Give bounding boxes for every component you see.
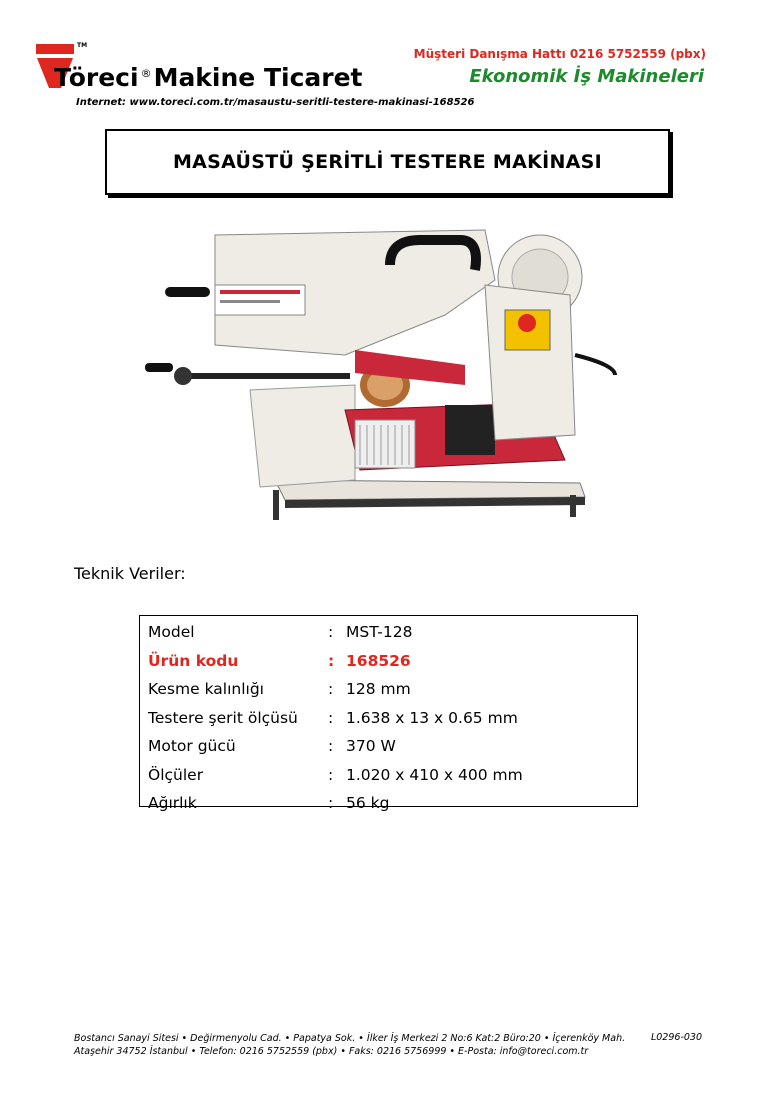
spec-row-dimensions [140,761,637,790]
spec-row-model [140,618,637,647]
spec-key: Kesme kalınlığı [148,680,264,699]
spec-separator: : [328,737,334,756]
company-slogan: Ekonomik İş Makineleri [469,66,704,87]
spec-value: 56 kg [346,794,390,813]
spec-key: Ölçüler [148,765,204,784]
company-name [54,63,363,92]
document-title-box [105,129,670,195]
registered-mark: ® [140,67,152,80]
spec-value: 1.020 x 410 x 400 mm [346,765,523,784]
spec-row-product-code [140,647,637,676]
document-code: L0296-030 [650,1032,702,1043]
footer-line-1: Bostancı Sanayi Sitesi • Değirmenyolu Cad. • Papatya Sok. • İlker İş Merkezi 2 No:6 Kat:2 Büro:20 • İçerenköy Mah. [74,1033,626,1044]
spec-key: Ağırlık [148,794,197,813]
spec-row-cutting-thickness [140,675,637,704]
spec-row-weight [140,789,637,818]
spec-value: 168526 [346,651,411,670]
spec-separator: : [328,708,334,727]
spec-separator: : [328,765,334,784]
specs-table [139,615,638,813]
brand-name: Töreci [54,63,139,92]
trademark-mark: TM [77,42,88,49]
spec-separator: : [328,623,334,642]
spec-key: Motor gücü [148,737,236,756]
spec-value: 128 mm [346,680,411,699]
brand-tail: Makine Ticaret [153,63,363,92]
spec-row-blade-size [140,704,637,733]
specs-heading: Teknik Veriler: [74,564,186,583]
spec-key: Model [148,623,195,642]
spec-value: 1.638 x 13 x 0.65 mm [346,708,518,727]
footer-line-2: Ataşehir 34752 İstanbul • Telefon: 0216 5752559 (pbx) • Faks: 0216 5756999 • E-Posta: info@toreci.com.tr [74,1046,589,1057]
footer-address [74,1032,625,1058]
spec-separator: : [328,651,335,670]
website-link[interactable]: Internet: www.toreci.com.tr/masaustu-seritli-testere-makinasi-168526 [76,97,475,108]
spec-separator: : [328,794,334,813]
spec-key: Testere şerit ölçüsü [148,708,298,727]
spec-row-motor-power [140,732,637,761]
spec-value: 370 W [346,737,396,756]
document-title: MASAÜSTÜ ŞERİTLİ TESTERE MAKİNASI [172,151,603,173]
customer-hotline: Müşteri Danışma Hattı 0216 5752559 (pbx) [413,47,706,61]
spec-key: Ürün kodu [148,651,239,670]
spec-separator: : [328,680,334,699]
product-image [145,225,635,530]
spec-value: MST-128 [346,623,413,642]
